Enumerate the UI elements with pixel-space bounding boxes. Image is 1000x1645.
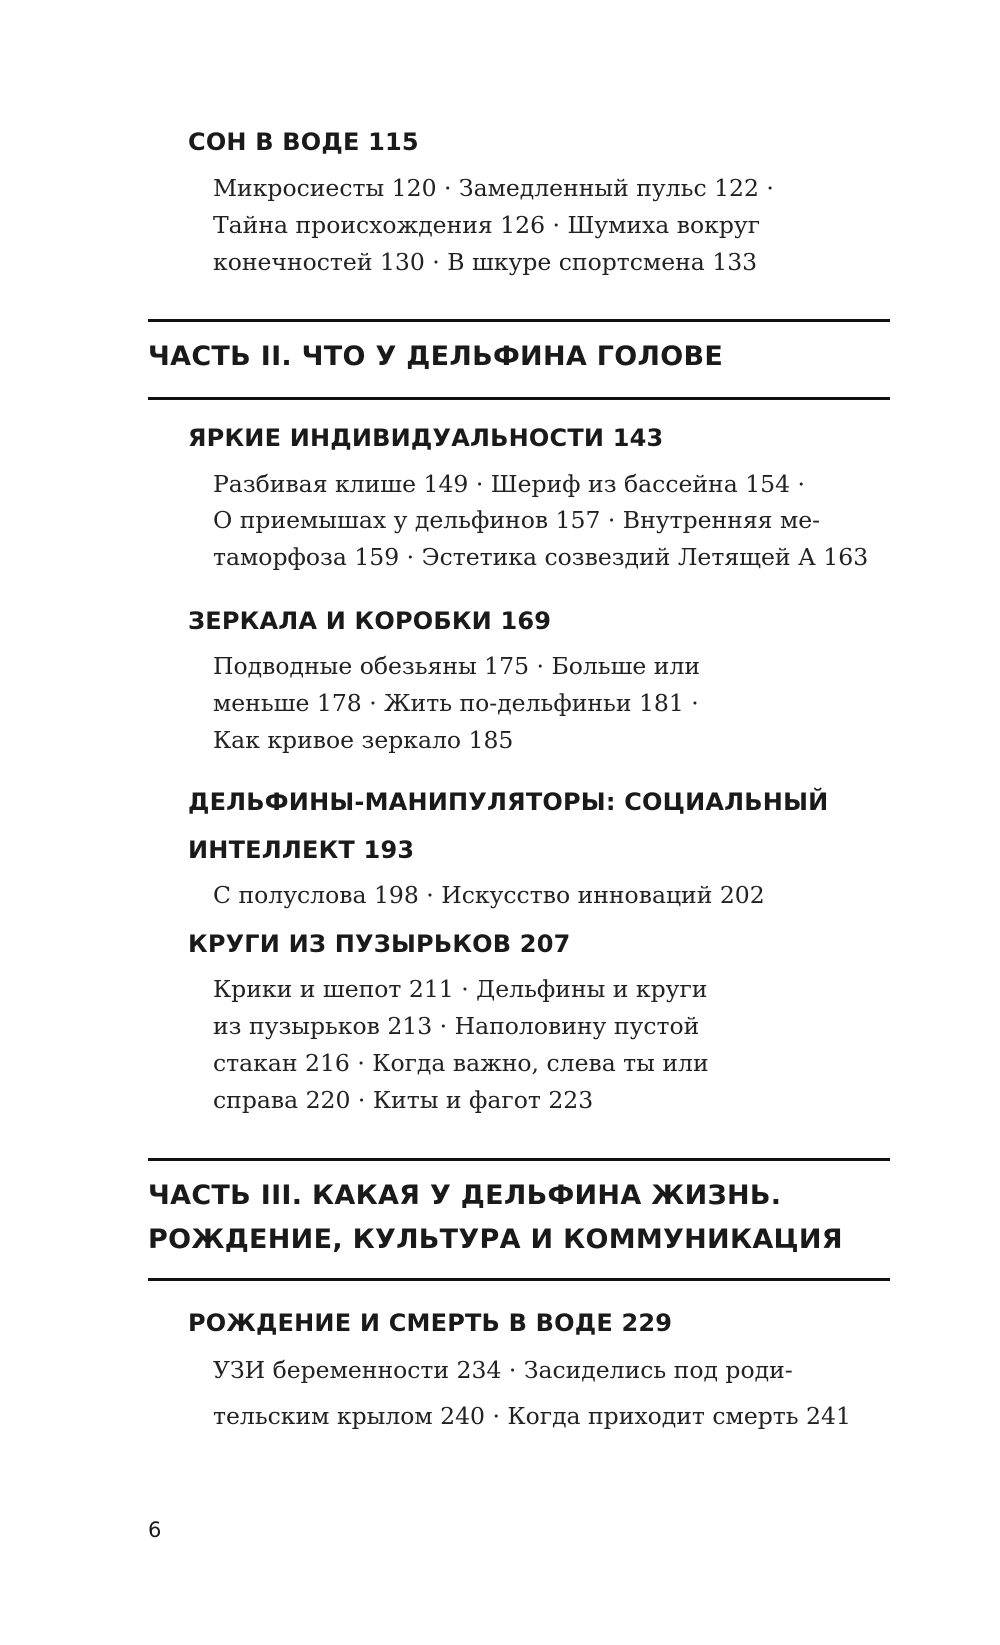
- chapter-title-continued: ИНТЕЛЛЕКТ 193: [188, 836, 415, 864]
- subsection-line: таморфоза 159 · Эстетика созвездий Летящей А 163: [213, 543, 869, 571]
- chapter-title: ЗЕРКАЛА И КОРОБКИ 169: [188, 607, 552, 635]
- subsection-line: Тайна происхождения 126 · Шумиха вокруг: [213, 211, 761, 239]
- subsection-line: меньше 178 · Жить по-дельфиньи 181 ·: [213, 689, 699, 717]
- divider-rule: [148, 319, 890, 322]
- subsection-line: конечностей 130 · В шкуре спортсмена 133: [213, 248, 758, 276]
- chapter-title: КРУГИ ИЗ ПУЗЫРЬКОВ 207: [188, 930, 571, 958]
- subsection-line: Микросиесты 120 · Замедленный пульс 122 ·: [213, 174, 774, 202]
- divider-rule: [148, 1278, 890, 1281]
- chapter-title: СОН В ВОДЕ 115: [188, 128, 419, 156]
- chapter-title: ЯРКИЕ ИНДИВИДУАЛЬНОСТИ 143: [188, 424, 664, 452]
- subsection-line: О приемышах у дельфинов 157 · Внутренняя ме-: [213, 506, 821, 534]
- page-number: 6: [148, 1518, 162, 1542]
- divider-rule: [148, 397, 890, 400]
- subsection-line: Подводные обезьяны 175 · Больше или: [213, 652, 701, 680]
- part-title-continued: РОЖДЕНИЕ, КУЛЬТУРА И КОММУНИКАЦИЯ: [148, 1224, 843, 1255]
- subsection-line: тельским крылом 240 · Когда приходит смерть 241: [213, 1402, 851, 1430]
- subsection-line: Крики и шепот 211 · Дельфины и круги: [213, 975, 708, 1003]
- subsection-line: из пузырьков 213 · Наполовину пустой: [213, 1012, 700, 1040]
- subsection-line: Разбивая клише 149 · Шериф из бассейна 154 ·: [213, 470, 805, 498]
- subsection-line: стакан 216 · Когда важно, слева ты или: [213, 1049, 709, 1077]
- subsection-line: УЗИ беременности 234 · Засиделись под роди-: [213, 1356, 793, 1384]
- part-title: ЧАСТЬ II. ЧТО У ДЕЛЬФИНА ГОЛОВЕ: [148, 341, 724, 372]
- chapter-title: РОЖДЕНИЕ И СМЕРТЬ В ВОДЕ 229: [188, 1309, 673, 1337]
- subsection-line: Как кривое зеркало 185: [213, 726, 514, 754]
- chapter-title: ДЕЛЬФИНЫ-МАНИПУЛЯТОРЫ: СОЦИАЛЬНЫЙ: [188, 788, 829, 816]
- subsection-line: С полуслова 198 · Искусство инноваций 202: [213, 881, 765, 909]
- part-title: ЧАСТЬ III. КАКАЯ У ДЕЛЬФИНА ЖИЗНЬ.: [148, 1180, 782, 1211]
- divider-rule: [148, 1158, 890, 1161]
- subsection-line: справа 220 · Киты и фагот 223: [213, 1086, 594, 1114]
